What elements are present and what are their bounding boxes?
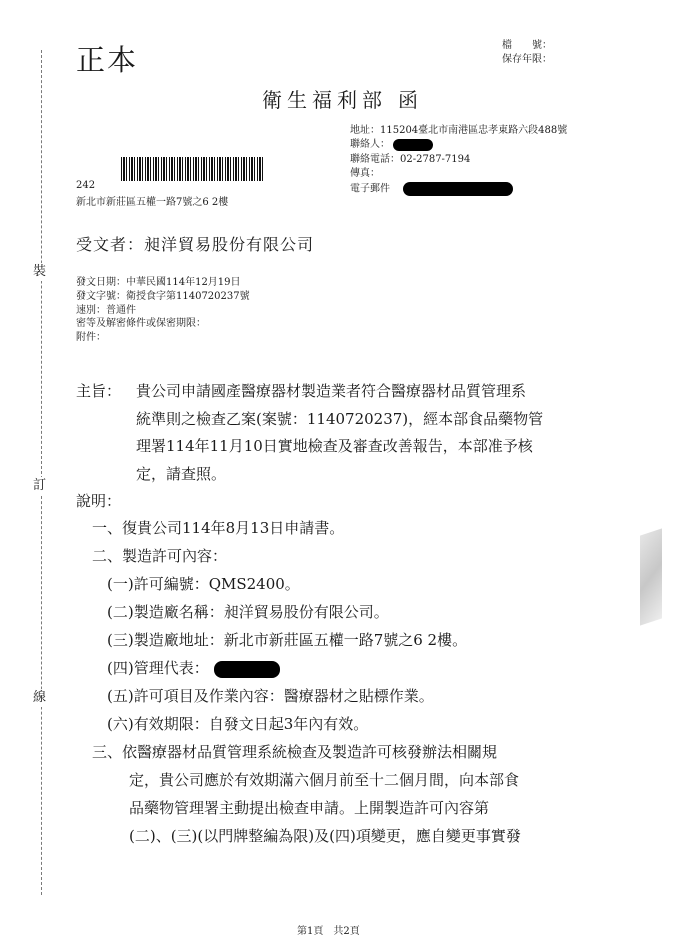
management-representative bbox=[107, 655, 280, 683]
permit-number: (一)許可編號：QMS2400。 bbox=[107, 575, 300, 593]
page-footer: 第1頁 共2頁 bbox=[297, 926, 360, 937]
factory-name: (二)製造廠名稱：昶洋貿易股份有限公司。 bbox=[107, 603, 389, 621]
recipient-address: 新北市新莊區五權一路7號之6 2樓 bbox=[76, 197, 229, 208]
sender-fax: 傳真： bbox=[350, 168, 380, 180]
sender-contact-person bbox=[350, 138, 567, 152]
explanation-item-1: 一、復貴公司114年8月13日申請書。 bbox=[92, 519, 345, 537]
explanation-item-2: 二、製造許可內容： bbox=[92, 547, 228, 565]
subject-line: 統準則之檢查乙案(案號：1140720237)，經本部食品藥物管 bbox=[136, 409, 544, 428]
issuer-name: 衛生福利部 bbox=[262, 88, 387, 112]
file-number-label: 檔 號： bbox=[502, 40, 552, 51]
subject-label: 主旨： bbox=[76, 382, 122, 400]
explanation-item-3-cont: 定，貴公司應於有效期滿六個月前至十二個月間，向本部食 bbox=[129, 771, 520, 789]
explanation-item-3: 三、依醫療器材品質管理系統檢查及製造許可核發辦法相關規 bbox=[92, 743, 498, 761]
binding-margin-line bbox=[41, 50, 42, 895]
factory-address: (三)製造廠地址：新北市新莊區五權一路7號之6 2樓。 bbox=[107, 631, 468, 649]
delivery-speed: 速別：普通件 bbox=[76, 304, 136, 316]
email-label: 電子郵件 bbox=[350, 183, 390, 195]
issue-number: 發文字號：衛授食字第1140720237號 bbox=[76, 290, 250, 302]
redaction-bar bbox=[214, 661, 280, 678]
recipient-line: 受文者：昶洋貿易股份有限公司 bbox=[76, 235, 315, 254]
binding-mark-ding: 訂 bbox=[33, 478, 47, 493]
validity-period: (六)有效期限：自發文日起3年內有效。 bbox=[107, 715, 369, 733]
issue-date: 發文日期：中華民國114年12月19日 bbox=[76, 277, 241, 288]
explanation-item-3-cont: (二)、(三)(以門牌整編為限)及(四)項變更，應自變更事實發 bbox=[129, 827, 521, 845]
copy-mark: 正本 bbox=[76, 43, 139, 77]
retention-label: 保存年限： bbox=[502, 54, 552, 65]
subject-line: 理署114年11月10日實地檢查及審查改善報告，本部准予核 bbox=[136, 437, 533, 455]
postal-code: 242 bbox=[76, 180, 96, 191]
permit-scope: (五)許可項目及作業內容：醫療器材之貼標作業。 bbox=[107, 687, 434, 705]
subject-line: 定，請查照。 bbox=[136, 464, 227, 483]
explanation-item-3-cont: 品藥物管理署主動提出檢查申請。上開製造許可內容第 bbox=[129, 799, 490, 817]
binding-mark-xian: 線 bbox=[33, 690, 47, 705]
explanation-label: 說明： bbox=[76, 492, 122, 510]
document-meta bbox=[76, 276, 250, 345]
barcode bbox=[121, 157, 263, 181]
security-level: 密等及解密條件或保密期限： bbox=[76, 318, 206, 330]
subject-line: 貴公司申請國產醫療器材製造業者符合醫療器材品質管理系 bbox=[136, 382, 527, 400]
contact-person-label: 聯絡人： bbox=[350, 139, 390, 151]
document-type: 函 bbox=[398, 88, 418, 112]
management-representative-label: (四)管理代表： bbox=[107, 659, 209, 677]
redaction-bar bbox=[403, 182, 513, 196]
redaction-bar bbox=[393, 139, 433, 151]
attachments: 附件： bbox=[76, 332, 106, 344]
sender-email bbox=[350, 182, 567, 196]
scan-shadow bbox=[640, 528, 662, 625]
binding-mark-zhuang: 裝 bbox=[33, 264, 47, 279]
sender-address: 地址：115204臺北市南港區忠孝東路六段488號 bbox=[350, 125, 568, 136]
sender-phone: 聯絡電話：02-2787-7194 bbox=[350, 153, 471, 165]
sender-contact-block bbox=[350, 124, 567, 196]
